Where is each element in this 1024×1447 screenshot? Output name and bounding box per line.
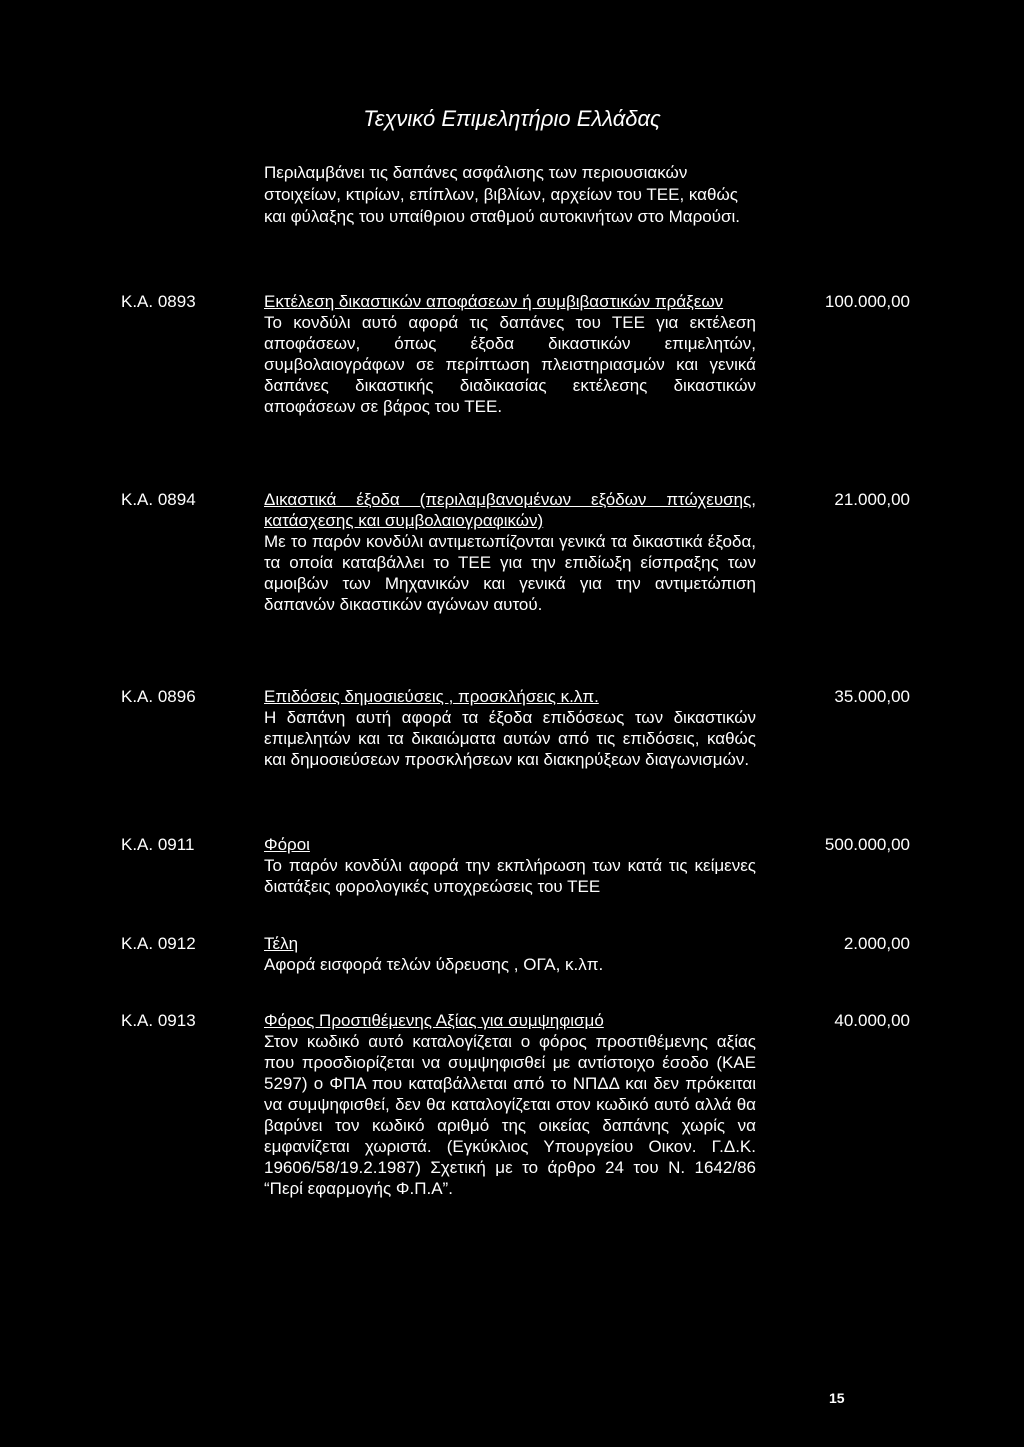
- entry-code: Κ.Α. 0894: [121, 490, 196, 509]
- entry-body: [264, 1010, 756, 1199]
- intro-paragraph: Περιλαμβάνει τις δαπάνες ασφάλισης των περιουσιακών στοιχείων, κτιρίων, επίπλων, βιβλίων, αρχείων του ΤΕΕ, καθώς και φύλαξης του υπαίθριου σταθμού αυτοκινήτων στο Μαρούσι.: [264, 163, 741, 226]
- entry-title: Εκτέλεση δικαστικών αποφάσεων ή συμβιβαστικών πράξεων: [264, 292, 724, 311]
- entry-amount: 35.000,00: [834, 687, 910, 706]
- entry-code: Κ.Α. 0893: [121, 292, 196, 311]
- entry-title: Τέλη: [264, 934, 299, 953]
- entry-code: Κ.Α. 0913: [121, 1011, 196, 1030]
- entry-body: [264, 489, 756, 615]
- document-header: Τεχνικό Επιμελητήριο Ελλάδας: [363, 106, 661, 131]
- entry-code: Κ.Α. 0896: [121, 687, 196, 706]
- entry-code: Κ.Α. 0911: [121, 835, 195, 854]
- entry-body: [264, 933, 756, 975]
- entry-description: Το παρόν κονδύλι αφορά την εκπλήρωση των κατά τις κείμενες διατάξεις φορολογικές υποχρεώσεις του ΤΕΕ: [264, 856, 756, 896]
- entry-code: Κ.Α. 0912: [121, 934, 196, 953]
- entry-amount: 40.000,00: [834, 1011, 910, 1030]
- entry-description: Το κονδύλι αυτό αφορά τις δαπάνες του ΤΕΕ για εκτέλεση αποφάσεων, όπως έξοδα δικαστικών επιμελητών, συμβολαιογράφων σε περίπτωση πλειστηριασμών και γενικά δαπάνες δικαστικής διαδικασίας εκτέλεσης δικαστικών αποφάσεων σε βάρος του ΤΕΕ.: [264, 313, 756, 416]
- page-number: 15: [829, 1390, 845, 1406]
- entry-body: [264, 834, 756, 897]
- entry-title: Δικαστικά έξοδα (περιλαμβανομένων εξόδων πτώχευσης, κατάσχεσης και συμβολαιογραφικών): [264, 490, 756, 530]
- entry-amount: 100.000,00: [824, 292, 910, 311]
- entry-title: Επιδόσεις δημοσιεύσεις , προσκλήσεις κ.λπ.: [264, 687, 599, 706]
- entry-amount: 21.000,00: [834, 490, 910, 509]
- entry-title: Φόρος Προστιθέμενης Αξίας για συμψηφισμό: [264, 1011, 604, 1030]
- entry-body: [264, 686, 756, 770]
- entry-amount: 500.000,00: [824, 835, 910, 854]
- entry-description: Η δαπάνη αυτή αφορά τα έξοδα επιδόσεως των δικαστικών επιμελητών και τα δικαιώματα αυτών από τις επιδόσεις, καθώς και δημοσιεύσεων προσκλήσεων και διακηρύξεων διαγωνισμών.: [264, 708, 756, 769]
- entry-title: Φόροι: [264, 835, 310, 854]
- entry-amount: 2.000,00: [843, 934, 910, 953]
- entry-description: Αφορά εισφορά τελών ύδρευσης , ΟΓΑ, κ.λπ.: [264, 955, 604, 974]
- entry-body: [264, 291, 756, 417]
- entry-description: Με το παρόν κονδύλι αντιμετωπίζονται γενικά τα δικαστικά έξοδα, τα οποία καταβάλλει το ΤΕΕ για την επιδίωξη είσπραξης των αμοιβών των Μηχανικών και γενικά για την αντιμετώπιση δαπανών δικαστικών αγώνων αυτού.: [264, 532, 756, 614]
- entry-description: Στον κωδικό αυτό καταλογίζεται ο φόρος προστιθέμενης αξίας που προσδιορίζεται να συμψηφισθεί με αντίστοιχο έσοδο (ΚΑΕ 5297) ο ΦΠΑ που καταβάλλεται από το ΝΠΔΔ και δεν πρόκειται να συμψηφισθεί, δεν θα καταλογίζεται στον κωδικό αυτό αλλά θα βαρύνει τον κωδικό αριθμό της οικείας δαπάνης χωρίς να εμφανίζεται χωριστά. (Εγκύκλιος Υπουργείου Οικον. Γ.Δ.Κ. 19606/58/19.2.1987) Σχετική με το άρθρο 24 του Ν. 1642/86 “Περί εφαρμογής Φ.Π.Α”.: [264, 1032, 756, 1198]
